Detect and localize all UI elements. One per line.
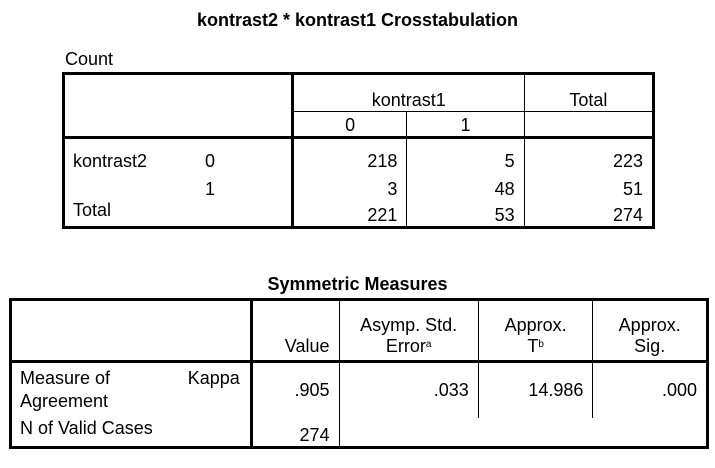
value-header: Value [251,300,339,362]
kappa-label-line1: Measure of [20,368,111,389]
total-row-label: Total [64,200,293,228]
cell-value: 5 [407,138,524,172]
total-col-header: Total [524,74,653,112]
approx-t-line1: Approx. [504,315,567,335]
approx-sig-header [593,300,708,362]
symmetric-corner-cell [11,300,252,362]
kappa-ase: .033 [339,362,478,418]
kappa-t: 14.986 [478,362,593,418]
n-blank-cell [478,418,593,448]
column-total-value: 53 [407,200,524,228]
symmetric-title: Symmetric Measures [267,274,448,294]
approx-sig-line2: Sig. [634,336,666,356]
row-var-label: kontrast2 [64,138,204,172]
col-var-header: kontrast1 [292,74,524,112]
approx-t-line2: $T^b$ [527,336,544,356]
n-valid-label: N of Valid Cases [11,418,252,448]
kappa-value: .905 [251,362,339,418]
n-valid-value: 274 [251,418,339,448]
row-total-value: 223 [524,138,653,172]
n-blank-cell [593,418,708,448]
approx-t-header [478,300,593,362]
row-var-blank [64,172,204,200]
crosstab-corner-cell [64,74,293,138]
col-value-header: 0 [292,112,406,138]
row-total-value: 51 [524,172,653,200]
footnote-a: a [425,339,432,350]
kappa-label-line2: Agreement [20,391,109,412]
symmetric-table [9,298,709,449]
col-value-header: 1 [407,112,524,138]
grand-total-value: 274 [524,200,653,228]
n-blank-cell [339,418,478,448]
kappa-sig: .000 [593,362,708,418]
total-col-header-blank [524,112,653,138]
cell-value: 3 [292,172,406,200]
crosstab-table [62,72,655,229]
asymp-header-line2: Error$^a$ [385,336,432,356]
row-value-label: 1 [205,178,216,199]
row-value-label: 0 [205,150,216,171]
cell-value: 48 [407,172,524,200]
column-total-value: 221 [292,200,406,228]
approx-sig-line1: Approx. [618,315,681,335]
kappa-row-label [11,362,252,418]
cell-value: 218 [292,138,406,172]
crosstab-title: kontrast2 * kontrast1 Crosstabulation [196,10,519,30]
footnote-b: b [538,339,544,350]
asymp-header-line1: Asymp. Std. [360,315,458,335]
count-label: Count [65,49,114,69]
asymp-std-error-header [339,300,478,362]
kappa-sublabel: Kappa [187,368,240,388]
